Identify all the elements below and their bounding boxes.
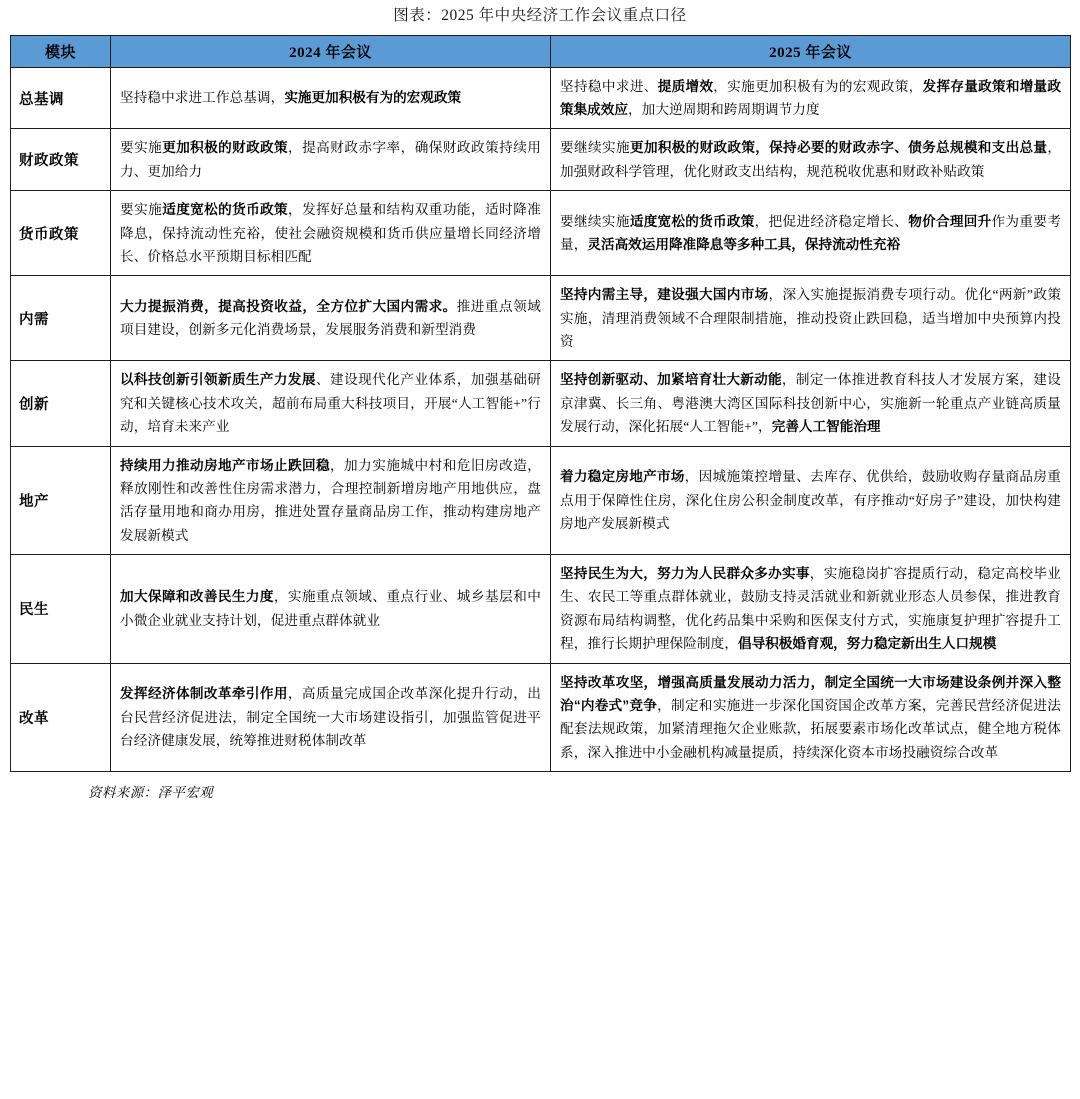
cell-2024: 坚持稳中求进工作总基调，实施更加积极有为的宏观政策 xyxy=(111,67,551,129)
module-cell: 内需 xyxy=(11,276,111,361)
module-cell: 改革 xyxy=(11,663,111,772)
table-row xyxy=(11,129,1071,191)
source-note: 资料来源：泽平宏观 xyxy=(88,785,214,801)
cell-2025: 着力稳定房地产市场，因城施策控增量、去库存、优供给，鼓励收购存量商品房重点用于保障性住房，深化住房公积金制度改革，有序推动“好房子”建设，加快构建房地产发展新模式 xyxy=(551,446,1071,555)
module-cell: 货币政策 xyxy=(11,191,111,276)
table-row xyxy=(11,67,1071,129)
cell-2024: 要实施适度宽松的货币政策，发挥好总量和结构双重功能，适时降准降息，保持流动性充裕，使社会融资规模和货币供应量增长同经济增长、价格总水平预期目标相匹配 xyxy=(111,191,551,276)
cell-2025: 坚持内需主导，建设强大国内市场，深入实施提振消费专项行动。优化“两新”政策实施，清理消费领域不合理限制措施，推动投资止跌回稳，适当增加中央预算内投资 xyxy=(551,276,1071,361)
table-row xyxy=(11,446,1071,555)
cell-2024: 大力提振消费，提高投资收益，全方位扩大国内需求。推进重点领域项目建设，创新多元化消费场景，发展服务消费和新型消费 xyxy=(111,276,551,361)
column-header-module: 模块 xyxy=(11,35,111,67)
cell-2025: 坚持稳中求进、提质增效，实施更加积极有为的宏观政策，发挥存量政策和增量政策集成效应，加大逆周期和跨周期调节力度 xyxy=(551,67,1071,129)
page-title: 图表：2025 年中央经济工作会议重点口径 xyxy=(393,7,687,24)
cell-2024: 以科技创新引领新质生产力发展、建设现代化产业体系，加强基础研究和关键核心技术攻关，超前布局重大科技项目，开展“人工智能+”行动，培育未来产业 xyxy=(111,361,551,446)
table-row xyxy=(11,191,1071,276)
cell-2025: 坚持创新驱动、加紧培育壮大新动能，制定一体推进教育科技人才发展方案，建设京津冀、长三角、粤港澳大湾区国际科技创新中心，实施新一轮重点产业链高质量发展行动，深化拓展“人工智能+”，完善人工智能治理 xyxy=(551,361,1071,446)
cell-2024: 持续用力推动房地产市场止跌回稳，加力实施城中村和危旧房改造，释放刚性和改善性住房需求潜力，合理控制新增房地产用地供应，盘活存量用地和商办用房，推进处置存量商品房工作，推动构建房地产发展新模式 xyxy=(111,446,551,555)
module-cell: 地产 xyxy=(11,446,111,555)
module-cell: 总基调 xyxy=(11,67,111,129)
table-header-row xyxy=(11,35,1071,67)
cell-2025: 坚持改革攻坚，增强高质量发展动力活力，制定全国统一大市场建设条例并深入整治“内卷式”竞争，制定和实施进一步深化国资国企改革方案，完善民营经济促进法配套法规政策，加紧清理拖欠企业账款，拓展要素市场化改革试点，健全地方税体系，深入推进中小金融机构减量提质，持续深化资本市场投融资综合改革 xyxy=(551,663,1071,772)
cell-2025: 要继续实施更加积极的财政政策，保持必要的财政赤字、债务总规模和支出总量，加强财政科学管理，优化财政支出结构，规范税收优惠和财政补贴政策 xyxy=(551,129,1071,191)
cell-2025: 坚持民生为大，努力为人民群众多办实事，实施稳岗扩容提质行动，稳定高校毕业生、农民工等重点群体就业，鼓励支持灵活就业和新就业形态人员参保，推进教育资源布局结构调整，优化药品集中采购和医保支付方式，实施康复护理扩容提升工程，推行长期护理保险制度，倡导积极婚育观，努力稳定新出生人口规模 xyxy=(551,555,1071,664)
cell-2024: 发挥经济体制改革牵引作用，高质量完成国企改革深化提升行动，出台民营经济促进法，制定全国统一大市场建设指引，加强监管促进平台经济健康发展，统筹推进财税体制改革 xyxy=(111,663,551,772)
module-cell: 民生 xyxy=(11,555,111,664)
module-cell: 财政政策 xyxy=(11,129,111,191)
cell-2024: 加大保障和改善民生力度，实施重点领域、重点行业、城乡基层和中小微企业就业支持计划，促进重点群体就业 xyxy=(111,555,551,664)
table-row xyxy=(11,555,1071,664)
table-row xyxy=(11,361,1071,446)
policy-comparison-table xyxy=(10,35,1071,772)
column-header-2024: 2024 年会议 xyxy=(111,35,551,67)
table-row xyxy=(11,663,1071,772)
table-header xyxy=(11,35,1071,67)
cell-2025: 要继续实施适度宽松的货币政策，把促进经济稳定增长、物价合理回升作为重要考量，灵活高效运用降准降息等多种工具，保持流动性充裕 xyxy=(551,191,1071,276)
table-row xyxy=(11,276,1071,361)
column-header-2025: 2025 年会议 xyxy=(551,35,1071,67)
table-body xyxy=(11,67,1071,771)
cell-2024: 要实施更加积极的财政政策，提高财政赤字率，确保财政政策持续用力、更加给力 xyxy=(111,129,551,191)
module-cell: 创新 xyxy=(11,361,111,446)
